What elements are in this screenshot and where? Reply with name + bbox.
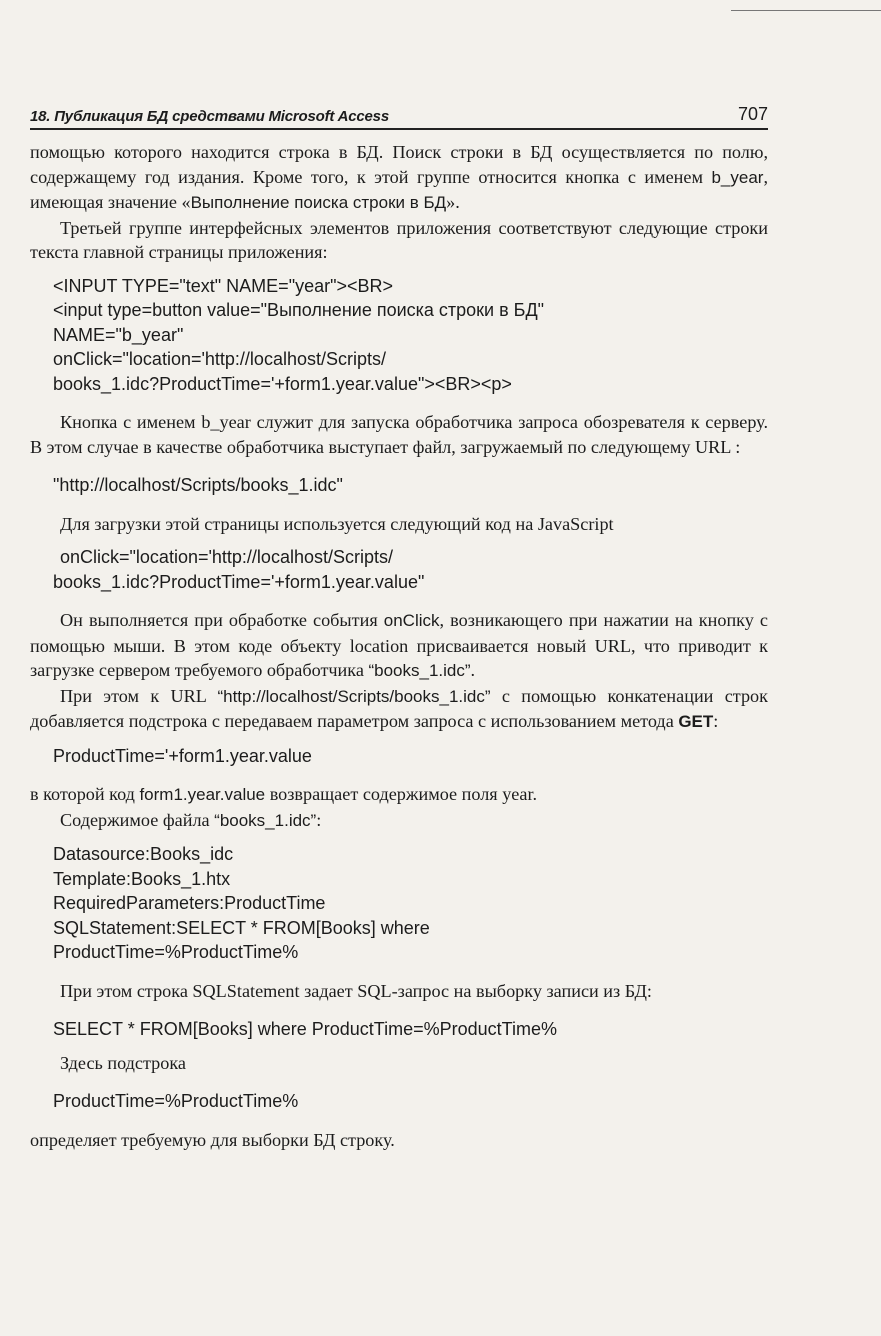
paragraph-6 <box>30 684 768 735</box>
page-body <box>30 140 768 1152</box>
text-run: ». <box>446 192 460 212</box>
paragraph-11: определяет требуемую для выборки БД строку. <box>30 1129 395 1150</box>
paragraph-3: Кнопка с именем b_year служит для запуска обработчика запроса обозревателя к серверу. В этом случае в качестве обработчика выступает файл, загружаемый по следующему URL : <box>30 412 768 457</box>
text-run: с помощью конкатенации строк добавляется подстрока с передаваем параметром запроса с использованием метода <box>30 685 768 731</box>
code-line: books_1.idc?ProductTime='+form1.year.value" <box>53 571 425 592</box>
text-run: При этом к URL <box>60 685 218 706</box>
inline-code: b_year <box>711 167 764 187</box>
code-line: RequiredParameters:ProductTime <box>53 893 326 913</box>
code-line: Datasource:Books_idc <box>53 844 234 864</box>
code-line: SQLStatement:SELECT * FROM[Books] where <box>53 917 430 938</box>
code-block-6: SELECT * FROM[Books] where ProductTime=%ProductTime% <box>53 1019 557 1039</box>
inline-code: Выполнение поиска строки в БД <box>190 193 447 212</box>
code-block-3 <box>30 545 768 594</box>
code-line: NAME="b_year" <box>53 324 184 345</box>
text-run: . <box>470 660 476 680</box>
text-run: Содержимое файла <box>60 809 215 830</box>
text-run: , возникающего при нажатии на кнопку с помощью мыши. В этом коде объекту location присваивается новый URL, что приводит к загрузке сервером требуемого обработчика <box>30 610 769 680</box>
text-run: , имеющая значение « <box>30 166 768 212</box>
code-block-1 <box>30 274 768 397</box>
running-title: 18. Публикация БД средствами Microsoft Access <box>30 108 389 125</box>
code-line: onClick="location='http://localhost/Scripts/ <box>60 547 393 567</box>
code-line: <INPUT TYPE="text" NAME="year"><BR> <box>53 275 394 296</box>
running-header <box>30 102 768 130</box>
code-line: <input type=button value="Выполнение поиска строки в БД" <box>53 300 545 320</box>
code-block-5 <box>30 842 768 965</box>
text-run: помощью которого находится строка в БД. Поиск строки в БД осуществляется по полю, содержащему год издания. Кроме того, к этой группе относится кнопка с именем <box>30 142 768 187</box>
code-line: onClick="location='http://localhost/Scripts/ <box>53 349 386 369</box>
inline-code: “books_1.idc” <box>214 810 317 830</box>
code-block-2: "http://localhost/Scripts/books_1.idc" <box>53 475 343 495</box>
text-run: в которой код <box>30 784 140 804</box>
paragraph-8 <box>30 808 768 834</box>
inline-code: onClick <box>383 611 440 630</box>
text-run: : <box>316 809 322 830</box>
top-rule <box>731 10 881 11</box>
text-run: : <box>713 711 719 731</box>
inline-code: “http://localhost/Scripts/books_1.idc” <box>217 686 491 706</box>
code-block-7: ProductTime=%ProductTime% <box>53 1091 299 1111</box>
paragraph-5 <box>30 608 768 684</box>
code-line: ProductTime=%ProductTime% <box>53 942 299 962</box>
code-block-4: ProductTime='+form1.year.value <box>53 745 312 766</box>
inline-code: form1.year.value <box>139 785 266 804</box>
paragraph-2: Третьей группе интерфейсных элементов приложения соответствуют следующие строки текста главной страницы приложения: <box>30 217 768 262</box>
paragraph-10: Здесь подстрока <box>60 1052 186 1073</box>
text-run: возвращает содержимое поля year. <box>265 784 538 804</box>
inline-code: GET <box>678 712 714 731</box>
code-line: books_1.idc?ProductTime='+form1.year.value"><BR><p> <box>53 373 512 394</box>
paragraph-9: При этом строка SQLStatement задает SQL-запрос на выборку записи из БД: <box>60 980 652 1001</box>
paragraph-4: Для загрузки этой страницы используется следующий код на JavaScript <box>60 513 614 534</box>
text-run: Он выполняется при обработке события <box>60 610 384 630</box>
code-line: Template:Books_1.htx <box>53 868 231 889</box>
paragraph-1 <box>30 140 768 216</box>
inline-code: “books_1.idc” <box>368 661 471 680</box>
paragraph-7 <box>30 782 768 808</box>
page-number: 707 <box>737 104 768 124</box>
